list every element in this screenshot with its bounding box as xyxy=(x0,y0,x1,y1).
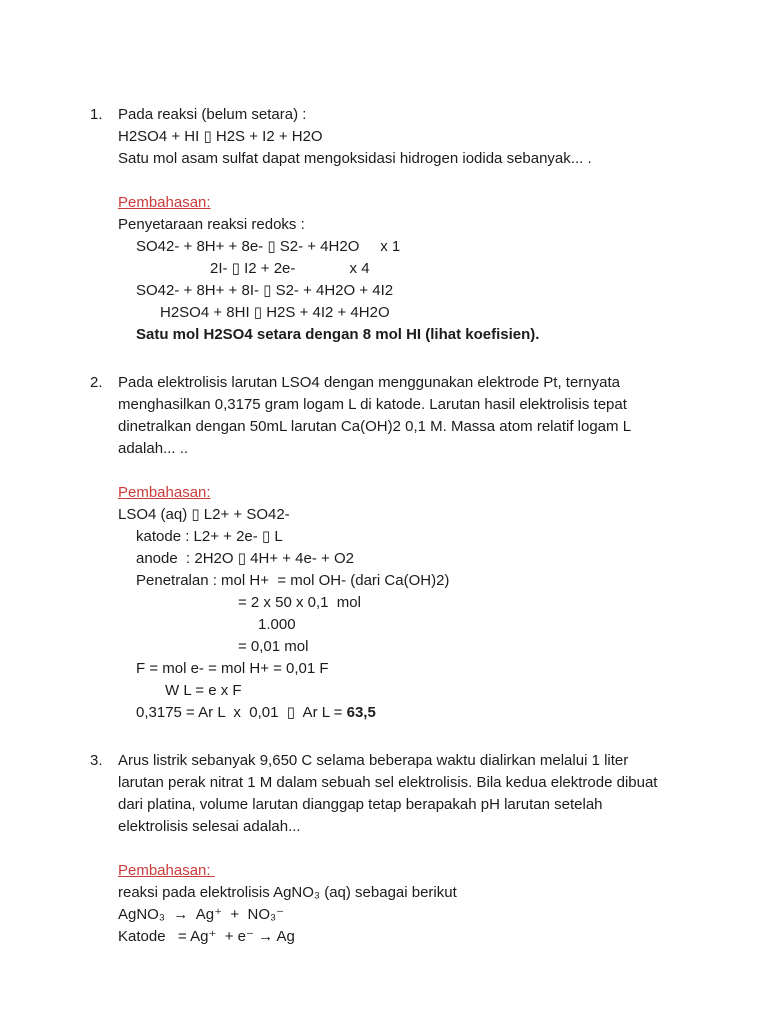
answer-prefix: 0,3175 = Ar L x 0,01 ▯ Ar L = xyxy=(136,704,347,721)
equation-line: SO42- + 8H+ + 8e- ▯ S2- + 4H2O x 1 xyxy=(136,238,401,255)
solution-line: reaksi pada elektrolisis AgNO₃ (aq) sebagai berikut xyxy=(118,884,457,901)
problem-2 xyxy=(90,372,728,724)
question-line: dinetralkan dengan 50mL larutan Ca(OH)2 0,1 M. Massa atom relatif logam L xyxy=(118,418,632,435)
equation-line: anode : 2H2O ▯ 4H+ + 4e- + O2 xyxy=(136,550,354,567)
question-line: dari platina, volume larutan dianggap tetap berapakah pH larutan setelah xyxy=(118,796,603,813)
problem-1 xyxy=(90,104,728,346)
equation-line: W L = e x F xyxy=(165,682,242,699)
equation-line: = 0,01 mol xyxy=(238,638,309,655)
question-line: Satu mol asam sulfat dapat mengoksidasi hidrogen iodida sebanyak... . xyxy=(118,150,592,167)
answer-line xyxy=(136,702,728,724)
question-line: adalah... .. xyxy=(118,440,189,457)
equation-line: LSO4 (aq) ▯ L2+ + SO42- xyxy=(118,506,290,523)
equation-line: H2SO4 + 8HI ▯ H2S + 4I2 + 4H2O xyxy=(160,304,390,321)
problem-3 xyxy=(90,750,728,948)
equation-line: Katode = Ag⁺ + e⁻ → Ag xyxy=(118,928,295,945)
question-line: Pada reaksi (belum setara) : xyxy=(118,106,307,123)
question-line: larutan perak nitrat 1 M dalam sebuah sel elektrolisis. Bila kedua elektrode dibuat xyxy=(118,774,658,791)
equation-line: SO42- + 8H+ + 8I- ▯ S2- + 4H2O + 4I2 xyxy=(136,282,394,299)
equation-line: F = mol e- = mol H+ = 0,01 F xyxy=(136,660,329,677)
equation-line: Penetralan : mol H+ = mol OH- (dari Ca(OH)2) xyxy=(136,572,450,589)
solution-heading: Pembahasan: xyxy=(118,862,215,879)
equation-line: 2I- ▯ I2 + 2e- x 4 xyxy=(210,260,370,277)
answer-line: Satu mol H2SO4 setara dengan 8 mol HI (lihat koefisien). xyxy=(136,326,540,343)
answer-value: 63,5 xyxy=(346,704,376,721)
problem-1-number: 1. xyxy=(90,106,103,123)
problem-3-number: 3. xyxy=(90,752,103,769)
equation-line: = 2 x 50 x 0,1 mol xyxy=(238,594,361,611)
problem-2-number: 2. xyxy=(90,374,103,391)
equation-line: katode : L2+ + 2e- ▯ L xyxy=(136,528,283,545)
equation-line: AgNO₃ → Ag⁺ + NO₃⁻ xyxy=(118,906,285,923)
question-line: Arus listrik sebanyak 9,650 C selama beberapa waktu dialirkan melalui 1 liter xyxy=(118,752,629,769)
solution-line: Penyetaraan reaksi redoks : xyxy=(118,216,305,233)
solution-heading: Pembahasan: xyxy=(118,194,211,211)
question-line: Pada elektrolisis larutan LSO4 dengan menggunakan elektrode Pt, ternyata xyxy=(118,374,620,391)
equation-line: H2SO4 + HI ▯ H2S + I2 + H2O xyxy=(118,128,323,145)
question-line: elektrolisis selesai adalah... xyxy=(118,818,301,835)
question-line: menghasilkan 0,3175 gram logam L di katode. Larutan hasil elektrolisis tepat xyxy=(118,396,627,413)
equation-line: 1.000 xyxy=(258,616,296,633)
solution-heading: Pembahasan: xyxy=(118,484,211,501)
